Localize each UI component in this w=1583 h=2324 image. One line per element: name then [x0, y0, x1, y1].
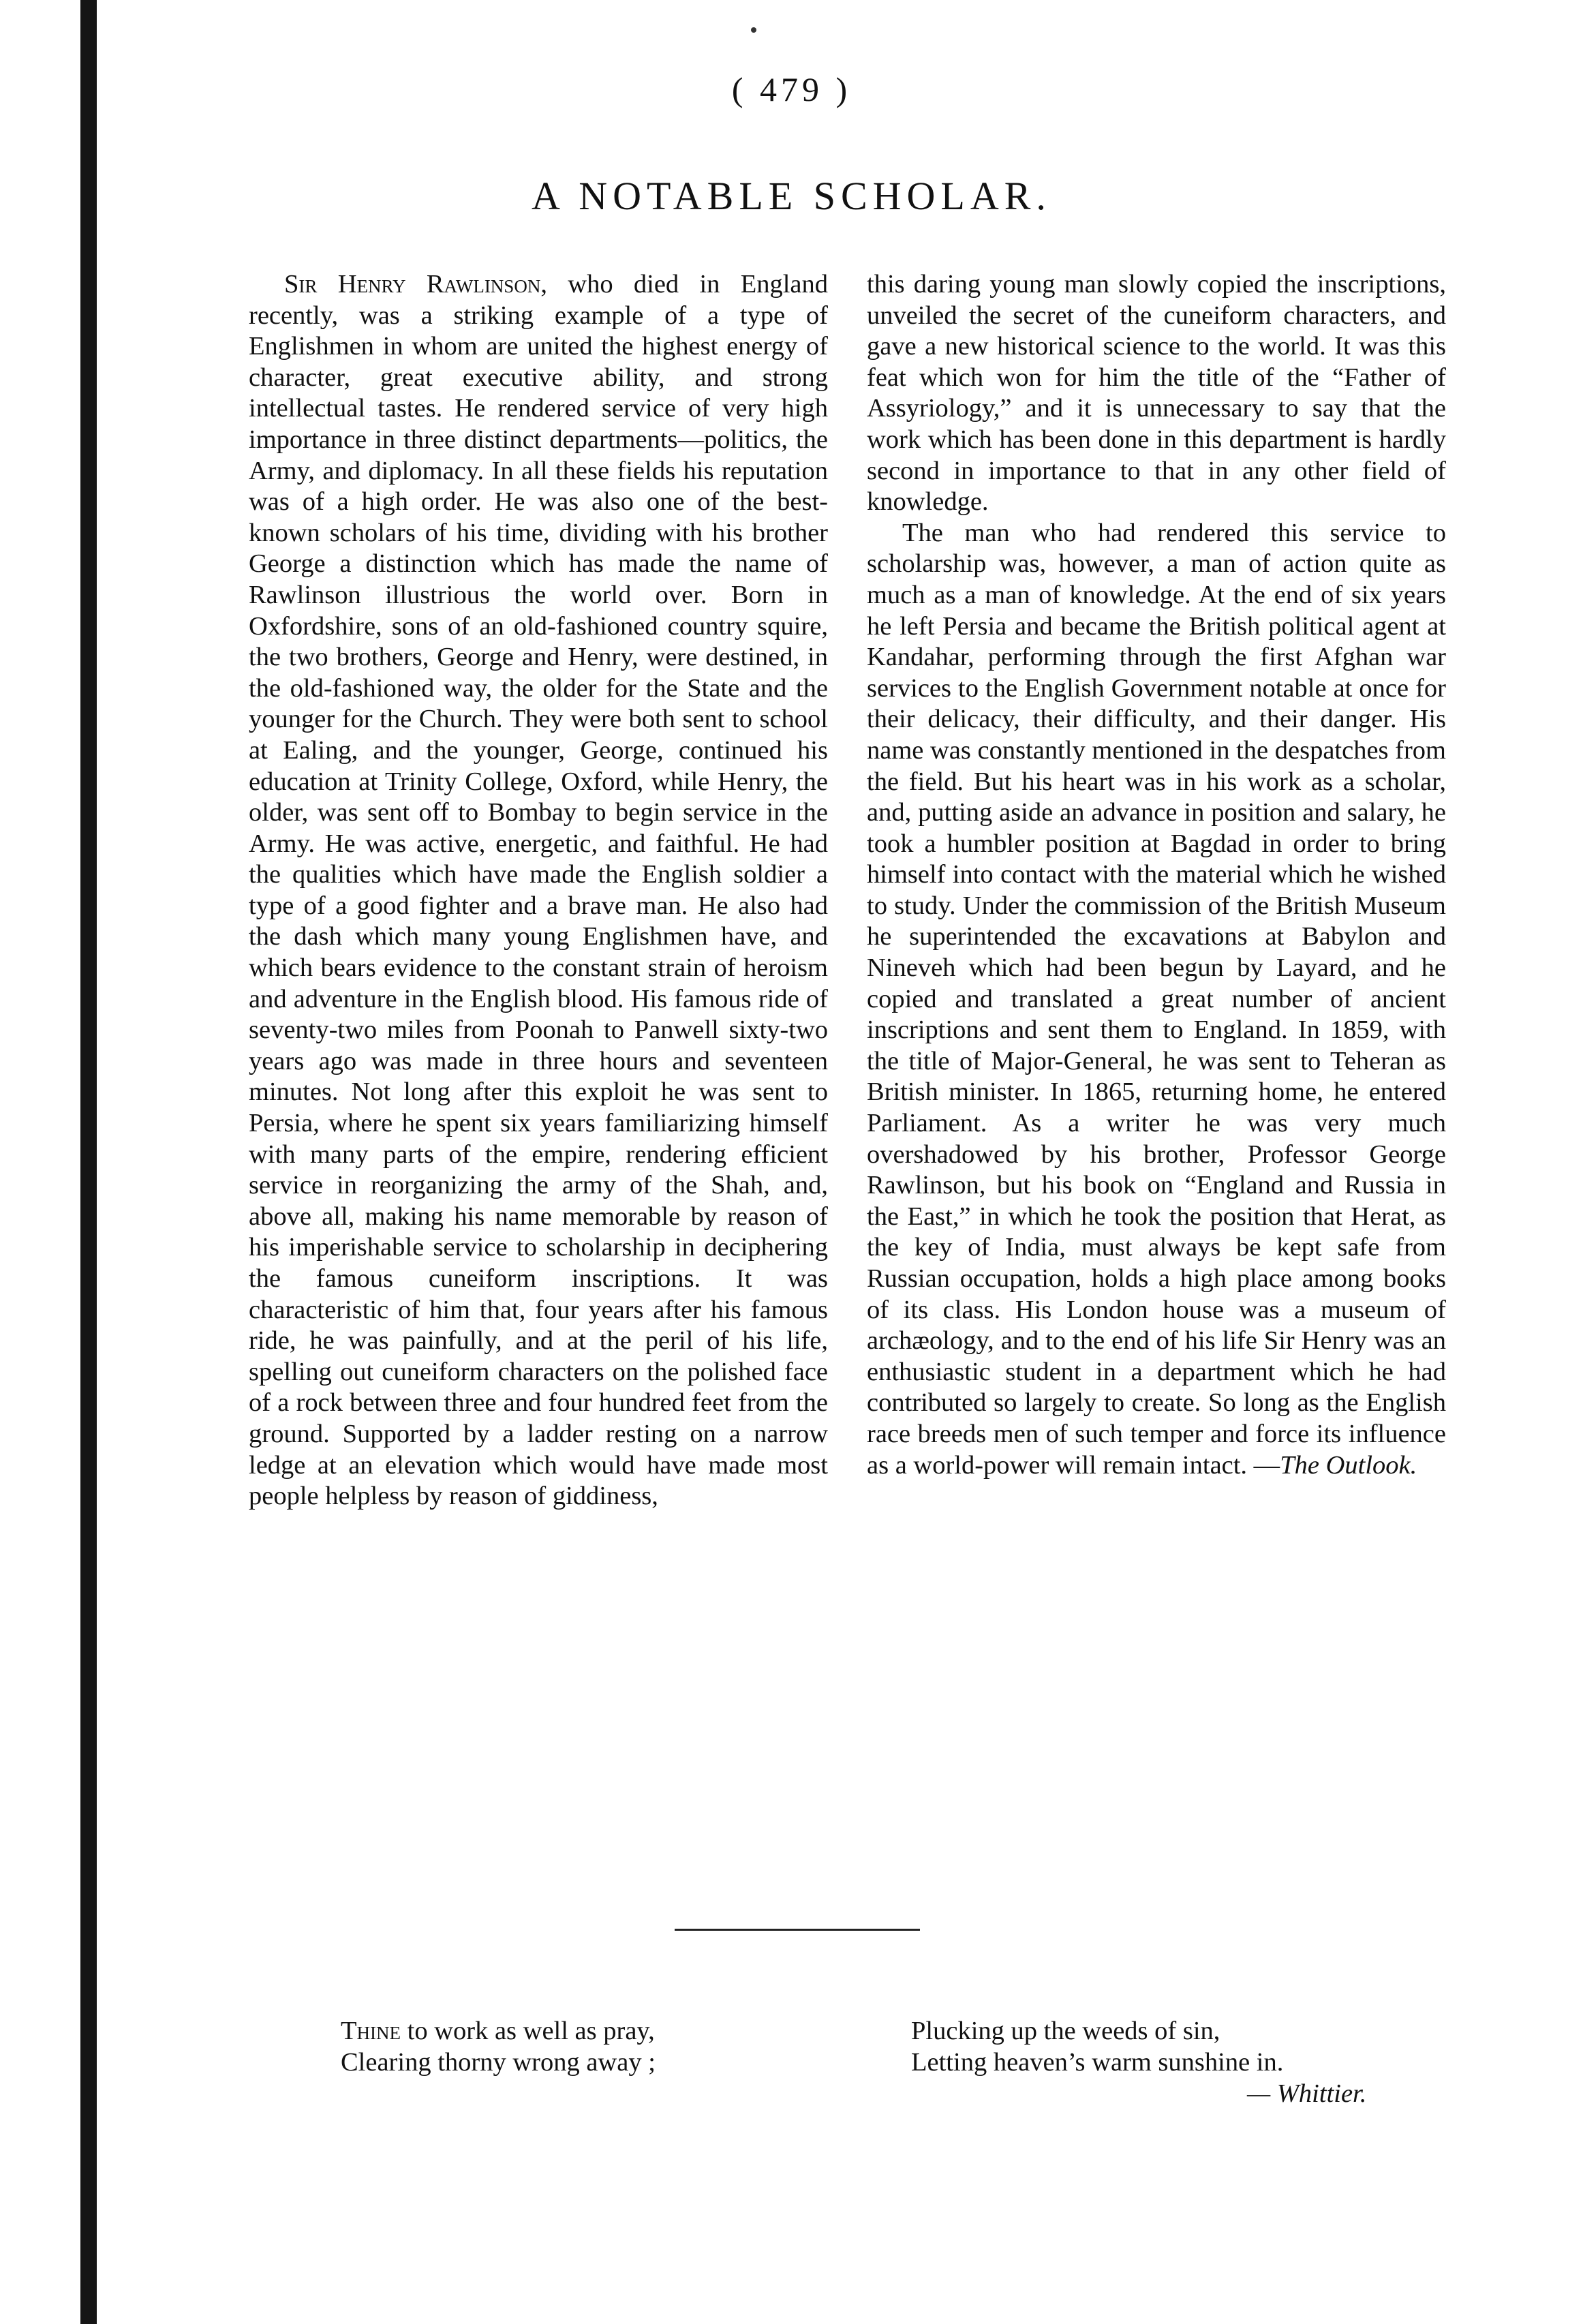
poem-stanza-right: [911, 2016, 1283, 2078]
poem-line: Letting heaven’s warm sunshine in.: [911, 2047, 1284, 2077]
poem-stanza-left: [341, 2016, 656, 2078]
article-column-right: [867, 269, 1446, 1481]
lead-name: Sir Henry Rawlinson,: [284, 270, 547, 299]
article-paragraph: [867, 518, 1446, 1481]
article-paragraph: [249, 269, 828, 1512]
page-number: ( 479 ): [731, 70, 852, 108]
paragraph-text: The man who had rendered this service to scholarship was, however, a man of action quite as much as a man of knowledge. At the end of six years he left Persia and became the British political agent at Kandahar, performing through the first Afghan war services to the English Government notable at once for their delicacy, their difficulty, and their danger. His name was constantly mentioned in the despatches from the field. But his heart was in his work as a scholar, and, putting aside an advance in position and salary, he took a humbler position at Bagdad in order to bring himself into contact with the material which he wished to study. Under the commission of the British Museum he superintended the excavations at Babylon and Nineveh which had been begun by Layard, and he copied and translated a great number of ancient inscriptions and sent them to England. In 1859, with the title of Major-General, he was sent to Teheran as British minister. In 1865, returning home, he entered Parliament. As a writer he was very much overshadowed by his brother, Professor George Rawlinson, but his book on “England and Russia in the East,” in which he took the position that Herat, as the key of India, must always be kept safe from Russian occupation, holds a high place among books of its class. His London house was a museum of archæology, and to the end of his life Sir Henry was an enthusiastic student in a department which he had contributed so largely to create. So long as the English race breeds men of such temper and force its influence as a world-power will remain intact. —: [867, 518, 1446, 1480]
poem-line: Plucking up the weeds of sin,: [911, 2017, 1220, 2045]
section-divider: [675, 1929, 920, 1931]
poem-line: Clearing thorny wrong away ;: [341, 2047, 656, 2077]
poem-line-text: to work as well as pray,: [401, 2017, 655, 2045]
poem-attribution: — Whittier.: [1247, 2079, 1367, 2108]
poem-line: [341, 2016, 656, 2047]
source-citation: The Outlook.: [1280, 1450, 1417, 1480]
paragraph-text: who died in England recently, was a striking example of a type of Englishmen in whom are united the highest energy of character, great executive ability, and strong intellectual tastes. He rendered service of very high importance in three distinct departments—politics, the Army, and diplomacy. In all these fields his reputation was of a high order. He was also one of the best-known scholars of his time, dividing with his brother George a distinction which has made the name of Rawlinson illustrious the world over. Born in Oxfordshire, sons of an old-fashioned country squire, the two brothers, George and Henry, were destined, in the old-fashioned way, the older for the State and the younger for the Church. They were both sent to school at Ealing, and the younger, George, continued his education at Trinity College, Oxford, while Henry, the older, was sent off to Bombay to begin service in the Army. He was active, energetic, and faithful. He had the qualities which have made the English soldier a type of a good fighter and a brave man. He also had the dash which many young Englishmen have, and which bears evidence to the constant strain of heroism and adventure in the English blood. His famous ride of seventy-two miles from Poonah to Panwell sixty-two years ago was made in three hours and seventeen minutes. Not long after this exploit he was sent to Persia, where he spent six years familiarizing himself with many parts of the empire, rendering efficient service in reorganizing the army of the Shah, and, above all, making his name memorable by reason of his imperishable service to scholarship in deciphering the famous cuneiform inscriptions. It was characteristic of him that, four years after his famous ride, he was painfully, and at the peril of his life, spelling out cuneiform characters on the polished face of a rock between three and four hundred feet from the ground. Supported by a ladder resting on a narrow ledge at an elevation which would have made most people helpless by reason of giddiness,: [249, 270, 829, 1511]
article-title: A NOTABLE SCHOLAR.: [532, 174, 1051, 218]
print-speck: [751, 27, 756, 33]
poem-first-word: Thine: [341, 2017, 401, 2045]
article-column-left: [249, 269, 828, 1512]
article-paragraph: this daring young man slowly copied the inscriptions, unveiled the secret of the cuneiform characters, and gave a new historical science to the world. It was this feat which won for him the title of the “Father of Assyriology,” and it is unnecessary to say that the work which has been done in this department is hardly second in importance to that in any other field of knowledge.: [867, 270, 1446, 517]
page-gutter-edge: [80, 0, 97, 2324]
